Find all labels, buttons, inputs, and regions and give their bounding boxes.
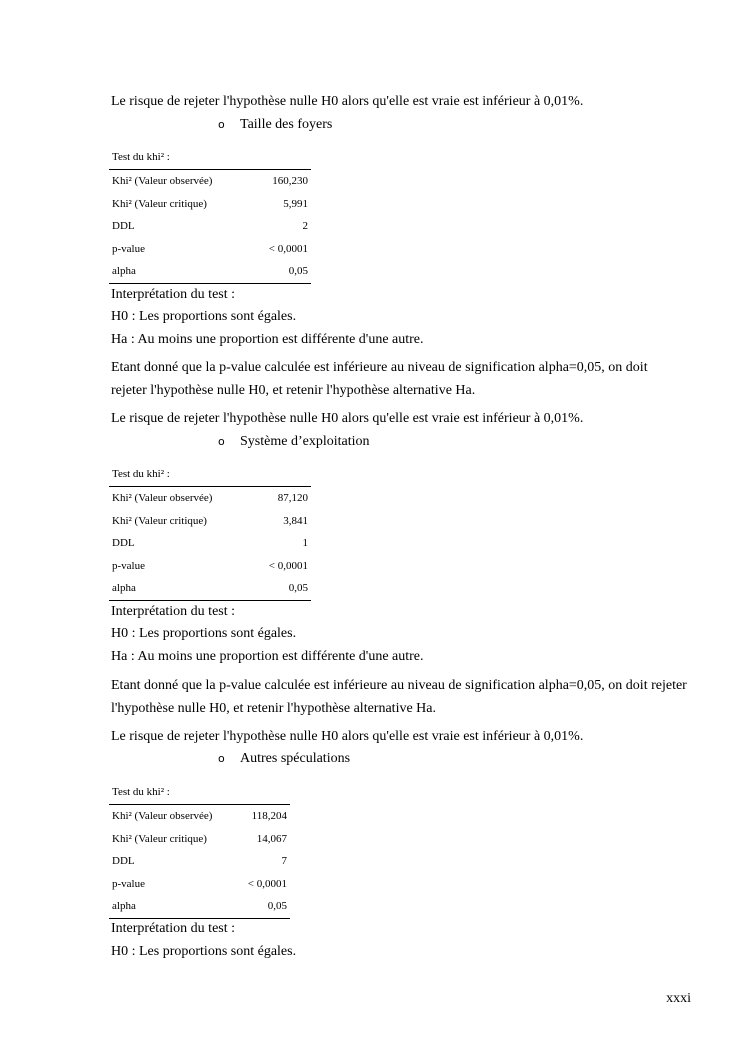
table-header: Test du khi² : <box>109 462 311 487</box>
risk-sentence: Le risque de rejeter l'hypothèse nulle H0 alors qu'elle est vraie est inférieur à 0,01%. <box>111 94 584 109</box>
interpretation-title: Interprétation du test : <box>111 287 236 302</box>
row-label: alpha <box>109 260 251 283</box>
interpretation-title: Interprétation du test : <box>111 604 236 619</box>
section-heading-systeme-exploitation <box>218 433 369 451</box>
h0-statement: H0 : Les proportions sont égales. <box>111 309 297 324</box>
chi-square-table-systeme-exploitation <box>109 462 311 601</box>
row-value: 3,841 <box>283 514 308 527</box>
bullet-circle-icon: o <box>218 118 225 131</box>
row-label: Khi² (Valeur observée) <box>112 810 213 823</box>
ha-statement: Ha : Au moins une proportion est différente d'une autre. <box>111 332 424 347</box>
section-title: Taille des foyers <box>240 117 333 132</box>
h0-statement: H0 : Les proportions sont égales. <box>111 944 297 959</box>
row-value: 1 <box>302 537 308 550</box>
row-label: Khi² (Valeur critique) <box>112 197 207 210</box>
chi-square-table-taille-foyers <box>109 145 311 284</box>
row-value: < 0,0001 <box>268 559 308 572</box>
bullet-circle-icon: o <box>218 435 225 448</box>
row-label: p-value <box>112 559 145 572</box>
row-label: Khi² (Valeur observée) <box>112 492 213 505</box>
risk-sentence: Le risque de rejeter l'hypothèse nulle H0 alors qu'elle est vraie est inférieur à 0,01%. <box>111 411 584 426</box>
table-header: Test du khi² : <box>109 780 290 805</box>
page-number: xxxi <box>666 991 691 1006</box>
row-value: 0,05 <box>236 895 290 918</box>
row-label: Khi² (Valeur critique) <box>112 514 207 527</box>
row-value: 160,230 <box>272 175 308 188</box>
row-value: 87,120 <box>277 492 308 505</box>
row-value: 0,05 <box>251 260 311 283</box>
chi-square-table-autres-speculations <box>109 780 290 919</box>
section-heading-autres-speculations <box>218 750 350 768</box>
section-title: Système d’exploitation <box>240 434 370 449</box>
ha-statement: Ha : Au moins une proportion est différente d'une autre. <box>111 649 424 664</box>
row-value: 118,204 <box>251 810 287 823</box>
row-value: 5,991 <box>283 197 308 210</box>
row-value: 14,067 <box>256 832 287 845</box>
row-label: p-value <box>112 877 145 890</box>
row-label: alpha <box>109 895 236 918</box>
section-title: Autres spéculations <box>240 751 351 766</box>
row-value: 7 <box>281 855 287 868</box>
row-label: DDL <box>112 220 135 233</box>
risk-sentence: Le risque de rejeter l'hypothèse nulle H0 alors qu'elle est vraie est inférieur à 0,01%. <box>111 729 584 744</box>
h0-statement: H0 : Les proportions sont égales. <box>111 626 297 641</box>
row-label: Khi² (Valeur critique) <box>112 832 207 845</box>
section-heading-taille-foyers <box>218 116 332 134</box>
interpretation-title: Interprétation du test : <box>111 921 236 936</box>
row-value: 0,05 <box>251 577 311 600</box>
row-label: DDL <box>112 855 135 868</box>
row-label: p-value <box>112 242 145 255</box>
row-value: < 0,0001 <box>247 877 287 890</box>
row-label: DDL <box>112 537 135 550</box>
conclusion-paragraph: Etant donné que la p-value calculée est inférieure au niveau de signification alpha=0,05, on doit rejeter l'hypothèse nulle H0, et retenir l'hypothèse alternative Ha. <box>111 678 687 716</box>
row-label: alpha <box>109 577 251 600</box>
row-value: 2 <box>302 220 308 233</box>
table-header: Test du khi² : <box>109 145 311 170</box>
bullet-circle-icon: o <box>218 752 225 765</box>
row-value: < 0,0001 <box>268 242 308 255</box>
conclusion-paragraph: Etant donné que la p-value calculée est inférieure au niveau de signification alpha=0,05, on doit rejeter l'hypothèse nulle H0, et retenir l'hypothèse alternative Ha. <box>111 360 648 398</box>
row-label: Khi² (Valeur observée) <box>112 175 213 188</box>
